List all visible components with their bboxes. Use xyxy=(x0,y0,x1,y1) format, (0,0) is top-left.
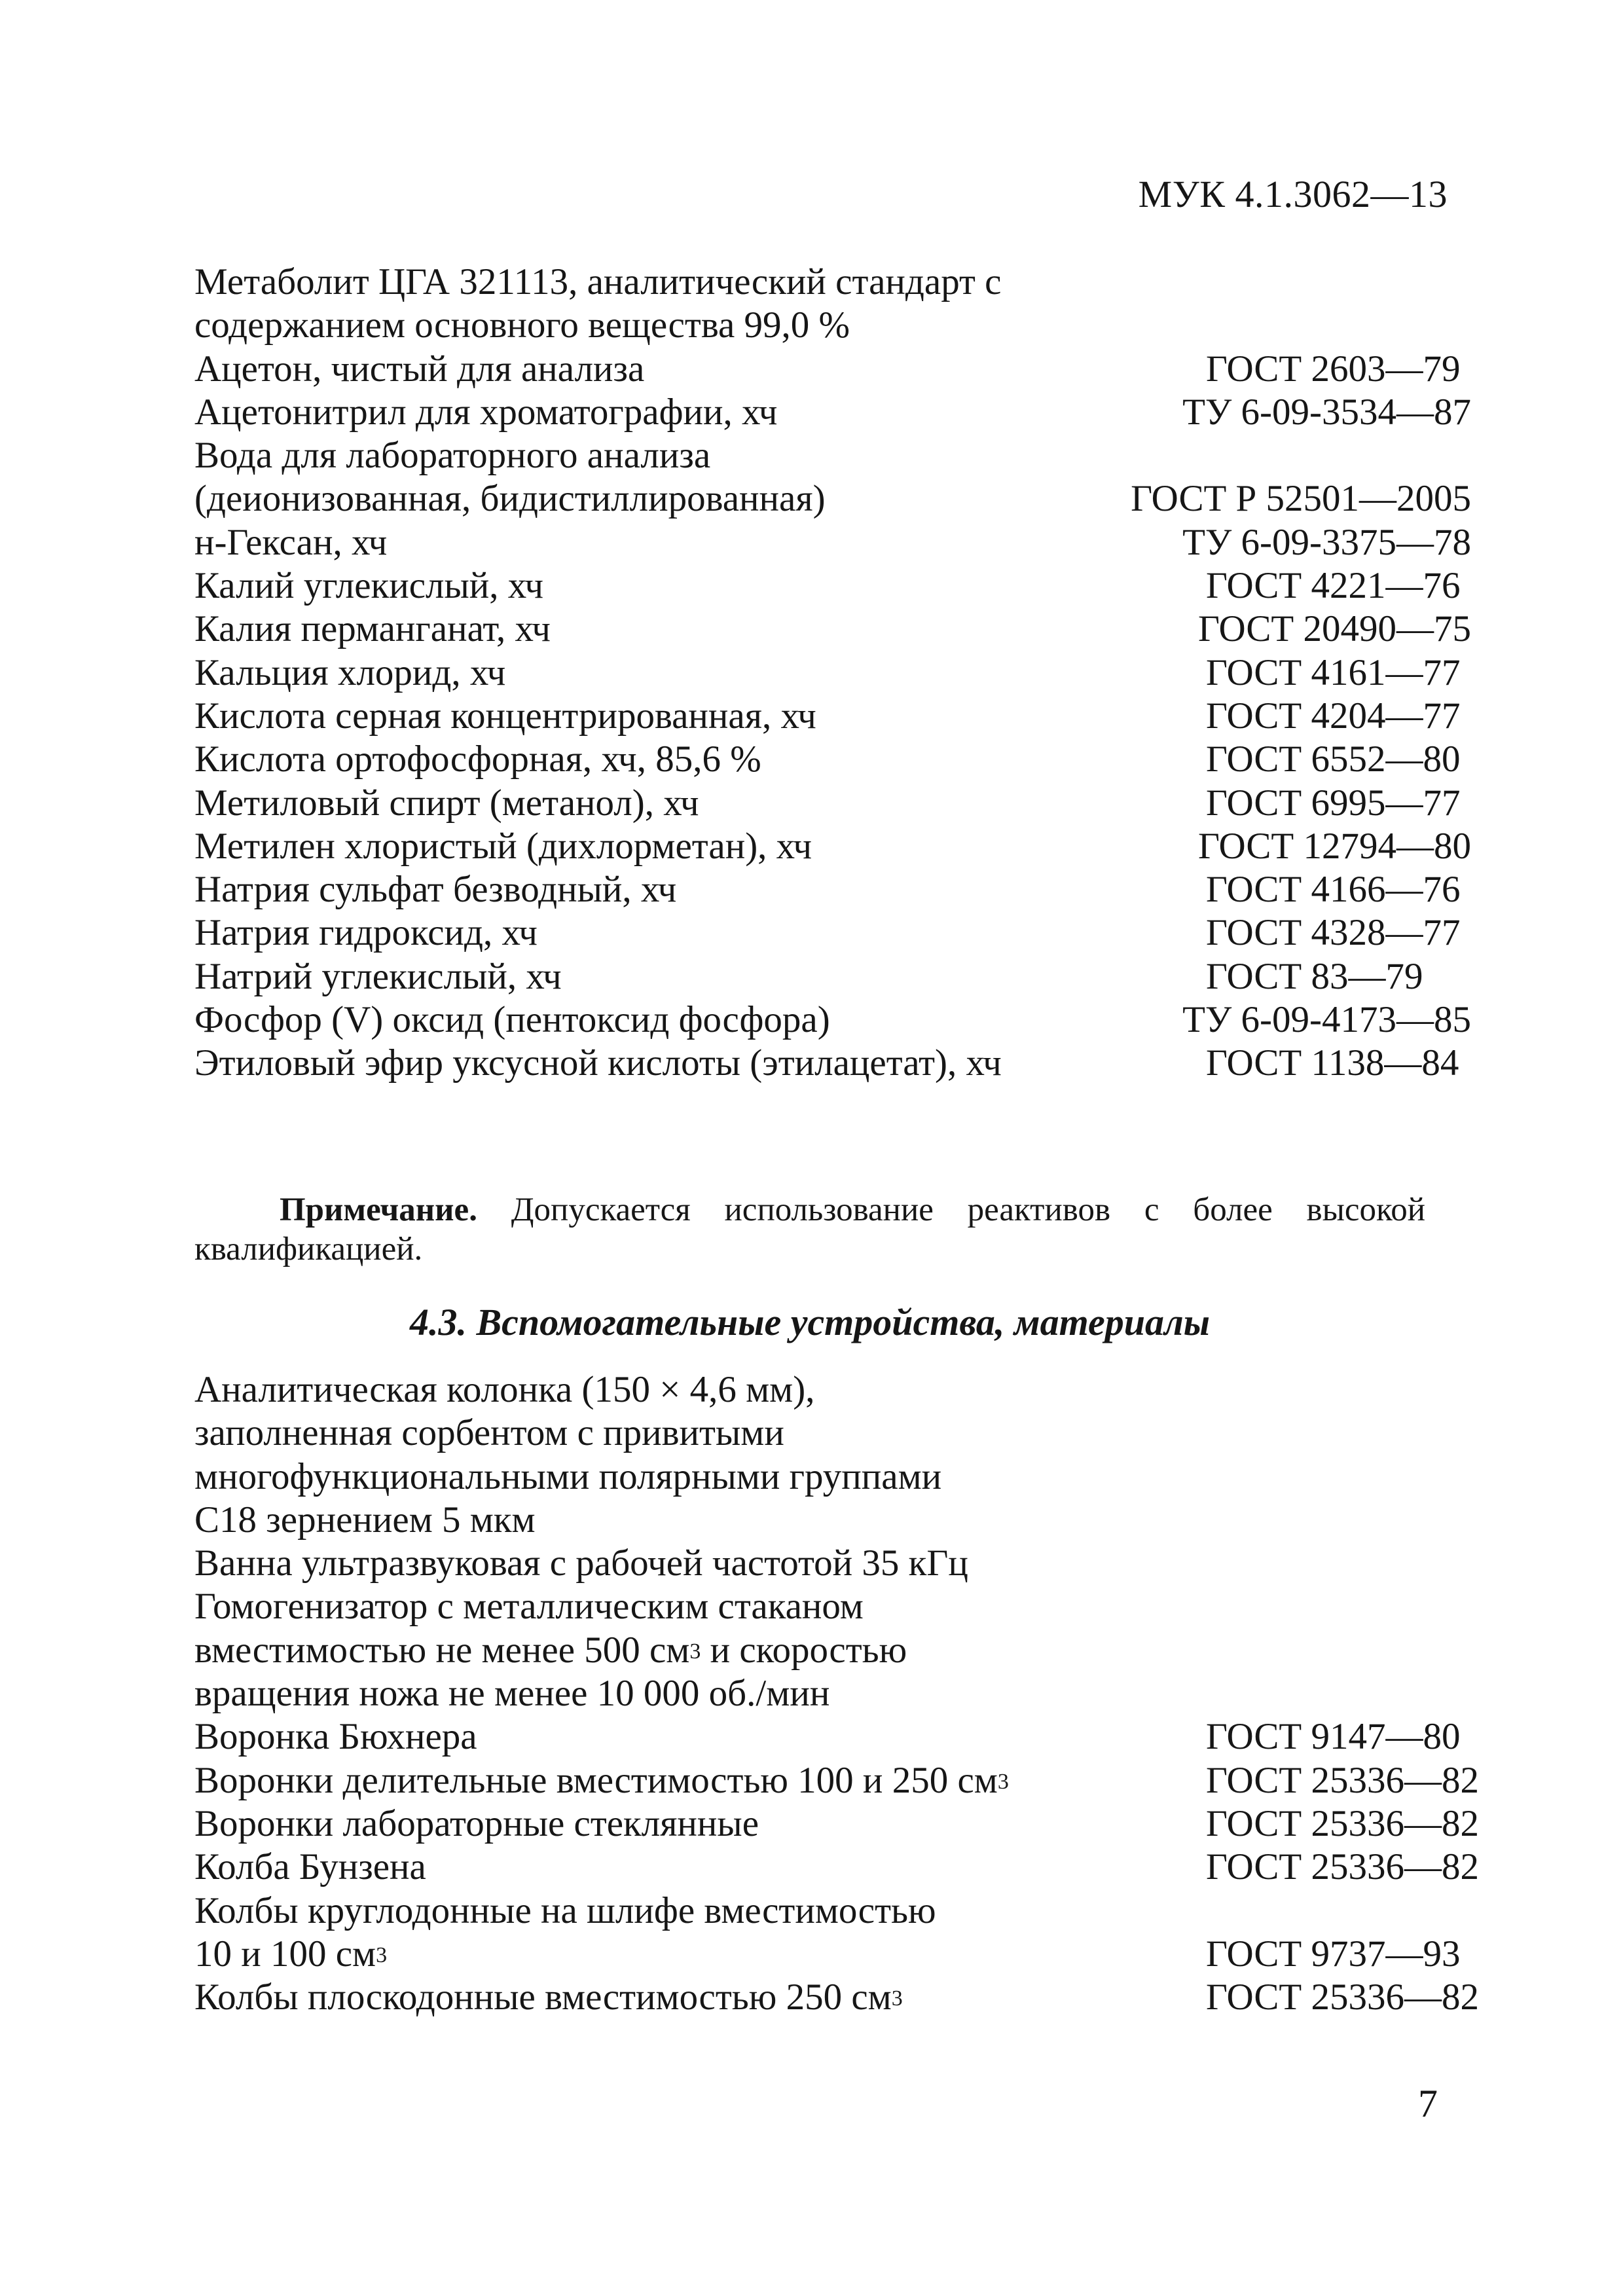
material-line: заполненная сорбентом с привитыми xyxy=(194,1412,784,1454)
reagent-row xyxy=(194,651,1471,695)
material-row xyxy=(194,1846,1479,1889)
material-row xyxy=(194,1802,1479,1846)
reagent-standard: ГОСТ 20490—75 xyxy=(1198,608,1471,650)
reagent-name: Ацетонитрил для хроматографии, хч xyxy=(194,391,778,433)
material-standard: ГОСТ 25336—82 xyxy=(1206,1977,1479,2018)
reagent-name: н-Гексан, хч xyxy=(194,521,388,563)
material-standard: ГОСТ 25336—82 xyxy=(1206,1802,1479,1844)
page-number: 7 xyxy=(1418,2082,1438,2125)
material-row xyxy=(194,1715,1471,1758)
material-name xyxy=(194,1759,1010,1802)
material-name xyxy=(194,1368,1010,1542)
reagent-name: Калия перманганат, хч xyxy=(194,608,551,650)
reagent-standard: ТУ 6-09-3375—78 xyxy=(1182,521,1471,563)
reagent-standard: ГОСТ 6995—77 xyxy=(1206,782,1461,824)
document-code-header: МУК 4.1.3062—13 xyxy=(1138,173,1448,215)
section-title: 4.3. Вспомогательные устройства, материалы xyxy=(409,1301,1211,1343)
material-line: вместимостью не менее 500 $см^3$ и скоростью xyxy=(194,1629,907,1671)
reagent-row xyxy=(194,868,1471,911)
material-standard: ГОСТ 25336—82 xyxy=(1206,1759,1479,1801)
material-name xyxy=(194,1846,1010,1889)
reagent-row xyxy=(194,261,1471,348)
reagent-row xyxy=(194,391,1471,434)
reagent-standard: ГОСТ 1138—84 xyxy=(1206,1042,1459,1084)
material-line: 10 и 100 $см^3$ xyxy=(194,1933,388,1975)
reagent-name: Кальция хлорид, хч xyxy=(194,651,506,693)
reagent-row xyxy=(194,434,1471,521)
reagent-standard: ГОСТ 4161—77 xyxy=(1206,651,1461,693)
material-row xyxy=(194,1542,1471,1585)
note-label: Примечание. xyxy=(280,1192,477,1228)
reagent-row xyxy=(194,564,1471,608)
reagent-standard: ГОСТ 4328—77 xyxy=(1206,912,1461,954)
reagent-row xyxy=(194,738,1471,781)
reagent-row xyxy=(194,695,1471,738)
material-row xyxy=(194,1976,1479,2019)
reagent-row xyxy=(194,911,1471,955)
reagent-name: Фосфор (V) оксид (пентоксид фосфора) xyxy=(194,999,830,1041)
material-standard: ГОСТ 25336—82 xyxy=(1206,1846,1479,1888)
material-line: Гомогенизатор с металлическим стаканом xyxy=(194,1586,864,1628)
material-row xyxy=(194,1585,1471,1715)
material-name xyxy=(194,1585,1010,1715)
reagent-name: Этиловый эфир уксусной кислоты (этилацетат), хч xyxy=(194,1042,1002,1084)
material-name xyxy=(194,1542,1010,1585)
reagents-list xyxy=(194,261,1471,1085)
reagent-standard: ГОСТ 4221—76 xyxy=(1206,565,1461,607)
material-row xyxy=(194,1889,1471,1977)
material-name xyxy=(194,1976,1010,2019)
material-line: С18 зернением 5 мкм xyxy=(194,1499,536,1540)
material-line: вращения ножа не менее 10 000 об./мин xyxy=(194,1673,830,1715)
reagent-standard: ТУ 6-09-4173—85 xyxy=(1182,999,1471,1041)
reagent-name: Ацетон, чистый для анализа xyxy=(194,348,645,390)
reagent-standard: ТУ 6-09-3534—87 xyxy=(1182,391,1471,433)
material-line: Ванна ультразвуковая с рабочей частотой 35 кГц xyxy=(194,1542,968,1584)
reagent-row xyxy=(194,348,1471,391)
material-line: Воронка Бюхнера xyxy=(194,1716,477,1758)
material-line: Колбы плоскодонные вместимостью 250 $см^3$ xyxy=(194,1977,903,2018)
material-line: Колбы круглодонные на шлифе вместимостью xyxy=(194,1889,936,1931)
material-name xyxy=(194,1889,1010,1977)
reagent-name: Натрий углекислый, хч xyxy=(194,955,562,997)
reagent-name: Вода для лабораторного анализа (деионизованная, бидистиллированная) xyxy=(194,435,826,520)
reagent-standard: ГОСТ 6552—80 xyxy=(1206,738,1461,780)
note-text: Допускается использование реактивов с более высокой квалификацией. xyxy=(194,1192,1425,1267)
materials-list xyxy=(194,1368,1479,2019)
reagent-row xyxy=(194,1042,1471,1085)
material-line: Воронки лабораторные стеклянные xyxy=(194,1802,759,1844)
reagent-standard: ГОСТ Р 52501—2005 xyxy=(1131,478,1471,520)
material-name xyxy=(194,1802,1010,1846)
material-line: Воронки делительные вместимостью 100 и 250 $см^3$ xyxy=(194,1759,1009,1801)
material-line: многофункциональными полярными группами xyxy=(194,1455,942,1497)
reagent-name: Метилен хлористый (дихлорметан), хч xyxy=(194,825,812,867)
reagent-row xyxy=(194,782,1471,825)
reagent-row xyxy=(194,998,1471,1042)
reagent-name: Кислота серная концентрированная, хч xyxy=(194,695,816,737)
reagent-standard: ГОСТ 4204—77 xyxy=(1206,695,1461,737)
reagent-name: Натрия гидроксид, хч xyxy=(194,912,538,954)
material-line: Колба Бунзена xyxy=(194,1846,426,1888)
reagent-name: Натрия сульфат безводный, хч xyxy=(194,869,677,911)
material-line: Аналитическая колонка (150 × 4,6 мм), xyxy=(194,1369,815,1410)
material-name xyxy=(194,1715,1010,1758)
reagent-name: Кислота ортофосфорная, хч, 85,6 % xyxy=(194,738,761,780)
material-standard: ГОСТ 9737—93 xyxy=(1206,1933,1461,1975)
material-row xyxy=(194,1368,1471,1542)
reagent-standard: ГОСТ 4166—76 xyxy=(1206,869,1461,911)
reagent-name: Метаболит ЦГА 321113, аналитический стандарт с содержанием основного вещества 99,0 % xyxy=(194,261,1002,346)
material-standard: ГОСТ 9147—80 xyxy=(1206,1716,1461,1758)
reagent-standard: ГОСТ 2603—79 xyxy=(1206,348,1461,390)
reagent-row xyxy=(194,521,1471,564)
reagent-standard: ГОСТ 12794—80 xyxy=(1198,825,1471,867)
material-row xyxy=(194,1759,1479,1802)
reagent-standard: ГОСТ 83—79 xyxy=(1206,955,1423,997)
reagent-name: Калий углекислый, хч xyxy=(194,565,544,607)
reagent-row xyxy=(194,825,1471,868)
reagent-row xyxy=(194,955,1471,998)
reagent-row xyxy=(194,608,1471,651)
reagent-name: Метиловый спирт (метанол), хч xyxy=(194,782,699,824)
note-paragraph xyxy=(194,1190,1425,1269)
